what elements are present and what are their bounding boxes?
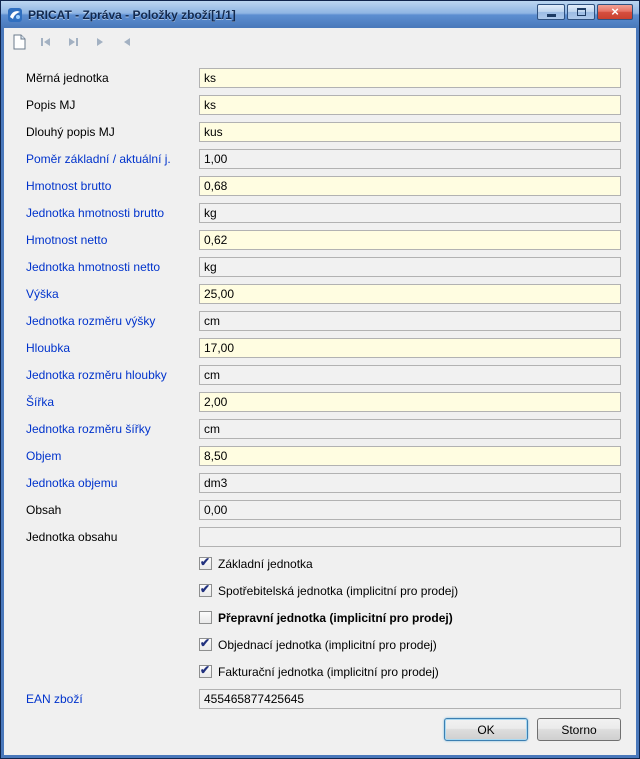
- minimize-button[interactable]: [537, 4, 565, 20]
- check-icon: ✔: [200, 555, 211, 569]
- window-controls: [537, 4, 633, 20]
- form-row: [26, 361, 621, 388]
- field-jednotka-rozmeru-vysky[interactable]: [199, 311, 621, 331]
- field-obsah[interactable]: [199, 500, 621, 520]
- checkbox-label-spotrebitelska-jednotka: Spotřebitelská jednotka (implicitní pro prodej): [218, 583, 459, 598]
- field-vyska[interactable]: [199, 284, 621, 304]
- field-ean-zbozi[interactable]: [199, 689, 621, 709]
- field-merna-jednotka[interactable]: [199, 68, 621, 88]
- field-hloubka[interactable]: [199, 338, 621, 358]
- form: [4, 56, 636, 712]
- checkbox-row: [199, 658, 621, 685]
- checkbox-label-fakturacni-jednotka: Fakturační jednotka (implicitní pro prodej): [218, 664, 439, 679]
- label-jednotka-obsahu: Jednotka obsahu: [26, 529, 118, 544]
- label-merna-jednotka: Měrná jednotka: [26, 70, 109, 85]
- label-jednotka-rozmeru-hloubky: Jednotka rozměru hloubky: [26, 367, 167, 382]
- form-row: [26, 388, 621, 415]
- app-icon: [7, 7, 23, 23]
- field-objem[interactable]: [199, 446, 621, 466]
- nav-last-icon[interactable]: [64, 33, 82, 51]
- check-icon: ✔: [200, 636, 211, 650]
- close-icon: ×: [611, 4, 619, 19]
- form-row: [26, 226, 621, 253]
- field-dlouhy-popis-mj[interactable]: [199, 122, 621, 142]
- label-jednotka-objemu: Jednotka objemu: [26, 475, 118, 490]
- close-button[interactable]: [597, 4, 633, 20]
- field-jednotka-obsahu[interactable]: [199, 527, 621, 547]
- form-row: [26, 118, 621, 145]
- form-row: [26, 442, 621, 469]
- field-jednotka-objemu[interactable]: [199, 473, 621, 493]
- form-row: [26, 253, 621, 280]
- form-row: [26, 415, 621, 442]
- checkbox-prepravni-jednotka[interactable]: [199, 611, 212, 624]
- label-popis-mj: Popis MJ: [26, 97, 76, 112]
- ok-button[interactable]: OK: [444, 718, 528, 741]
- form-row: [26, 91, 621, 118]
- label-obsah: Obsah: [26, 502, 62, 517]
- label-dlouhy-popis-mj: Dlouhý popis MJ: [26, 124, 115, 139]
- form-row: [26, 523, 621, 550]
- field-popis-mj[interactable]: [199, 95, 621, 115]
- field-hmotnost-brutto[interactable]: [199, 176, 621, 196]
- field-pomer-zakladni-aktualni[interactable]: [199, 149, 621, 169]
- checkbox-row: [199, 604, 621, 631]
- title-bar[interactable]: [1, 1, 639, 28]
- label-hloubka: Hloubka: [26, 340, 71, 355]
- field-jednotka-rozmeru-sirky[interactable]: [199, 419, 621, 439]
- form-row: [26, 307, 621, 334]
- checkbox-objednaci-jednotka[interactable]: [199, 638, 212, 651]
- nav-first-icon[interactable]: [37, 33, 55, 51]
- label-sirka: Šířka: [26, 394, 55, 409]
- check-icon: ✔: [200, 663, 211, 677]
- field-sirka[interactable]: [199, 392, 621, 412]
- form-row: [26, 685, 621, 712]
- form-row: [26, 280, 621, 307]
- form-row: [26, 469, 621, 496]
- checkbox-row: [199, 550, 621, 577]
- form-row: [26, 64, 621, 91]
- storno-button[interactable]: Storno: [537, 718, 621, 741]
- check-icon: ✔: [200, 582, 211, 596]
- checkbox-row: [199, 631, 621, 658]
- field-hmotnost-netto[interactable]: [199, 230, 621, 250]
- toolbar: [4, 28, 636, 56]
- field-jednotka-hmotnosti-brutto[interactable]: [199, 203, 621, 223]
- label-jednotka-hmotnosti-netto: Jednotka hmotnosti netto: [26, 259, 161, 274]
- checkbox-fakturacni-jednotka[interactable]: [199, 665, 212, 678]
- maximize-icon: [577, 8, 586, 16]
- client-area: [4, 28, 636, 755]
- label-pomer-zakladni-aktualni: Poměr základní / aktuální j.: [26, 151, 171, 166]
- label-jednotka-hmotnosti-brutto: Jednotka hmotnosti brutto: [26, 205, 165, 220]
- label-ean-zbozi: EAN zboží: [26, 691, 83, 706]
- window-title: PRICAT - Zpráva - Položky zboží[1/1]: [28, 7, 236, 22]
- checkbox-row: [199, 577, 621, 604]
- maximize-button[interactable]: [567, 4, 595, 20]
- form-row: [26, 172, 621, 199]
- checkbox-label-prepravni-jednotka: Přepravní jednotka (implicitní pro prodej): [218, 610, 453, 625]
- field-jednotka-hmotnosti-netto[interactable]: [199, 257, 621, 277]
- form-row: [26, 496, 621, 523]
- minimize-icon: [547, 14, 556, 17]
- label-jednotka-rozmeru-sirky: Jednotka rozměru šířky: [26, 421, 151, 436]
- label-jednotka-rozmeru-vysky: Jednotka rozměru výšky: [26, 313, 156, 328]
- nav-forward-icon[interactable]: [91, 33, 109, 51]
- field-jednotka-rozmeru-hloubky[interactable]: [199, 365, 621, 385]
- form-row: [26, 199, 621, 226]
- checkbox-spotrebitelska-jednotka[interactable]: [199, 584, 212, 597]
- form-row: [26, 145, 621, 172]
- label-hmotnost-brutto: Hmotnost brutto: [26, 178, 112, 193]
- label-objem: Objem: [26, 448, 62, 463]
- form-row: [26, 334, 621, 361]
- footer: [4, 718, 636, 741]
- checkbox-label-zakladni-jednotka: Základní jednotka: [218, 556, 313, 571]
- label-vyska: Výška: [26, 286, 59, 301]
- checkbox-label-objednaci-jednotka: Objednací jednotka (implicitní pro prodej): [218, 637, 437, 652]
- checkbox-zakladni-jednotka[interactable]: [199, 557, 212, 570]
- nav-back-icon[interactable]: [118, 33, 136, 51]
- new-document-icon[interactable]: [10, 33, 28, 51]
- label-hmotnost-netto: Hmotnost netto: [26, 232, 108, 247]
